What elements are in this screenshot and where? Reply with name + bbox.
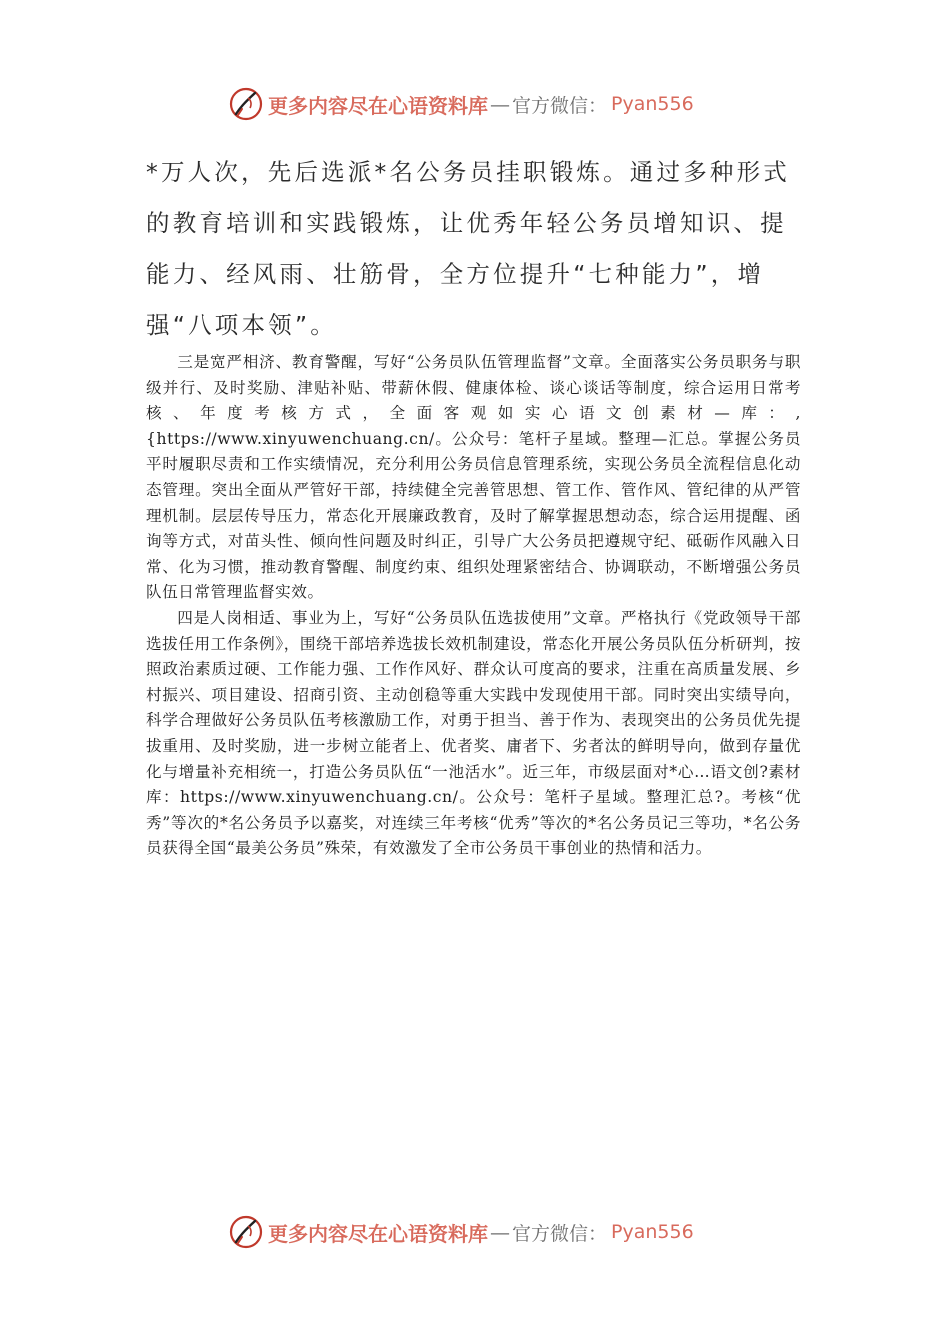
- pen-logo-icon: [228, 1214, 264, 1250]
- continued-paragraph: *万人次，先后选派*名公务员挂职锻炼。通过多种形式的教育培训和实践锻炼，让优秀年轻公务员增知识、提能力、经风雨、壮筋骨，全方位提升“七种能力”，增强“八项本领”。: [146, 158, 790, 339]
- banner-subtitle: 官方微信：: [512, 94, 608, 117]
- footer-banner: [228, 1212, 694, 1252]
- banner-dash: —: [490, 1220, 510, 1244]
- banner-wechat-id: Pyan556: [611, 1221, 694, 1243]
- banner-title: 更多内容尽在心语资料库: [268, 93, 488, 118]
- banner-subtitle: 官方微信：: [512, 1222, 608, 1245]
- banner-title: 更多内容尽在心语资料库: [268, 1221, 488, 1246]
- pen-logo-icon: [228, 86, 264, 122]
- header-banner: [228, 84, 694, 124]
- banner-wechat-id: Pyan556: [611, 93, 694, 115]
- paragraph-three: 三是宽严相济、教育警醒，写好“公务员队伍管理监督”文章。全面落实公务员职务与职级并行、及时奖励、津贴补贴、带薪休假、健康体检、谈心谈话等制度，综合运用日常考核、年度考核方式，全面客观如实心语文创素材—库：,{https://www.xinyuwenchuang.cn/。公众号：笔杆子星域。整理—汇总。掌握公务员平时履职尽责和工作实绩情况，充分利用公务员信息管理系统，实现公务员全流程信息化动态管理。突出全面从严管好干部，持续健全完善管思想、管工作、管作风、管纪律的从严管理机制。层层传导压力，常态化开展廉政教育，及时了解掌握思想动态，综合运用提醒、函询等方式，对苗头性、倾向性问题及时纠正，引导广大公务员把遵规守纪、砥砺作风融入日常、化为习惯，推动教育警醒、制度约束、组织处理紧密结合、协调联动，不断增强公务员队伍日常管理监督实效。: [146, 353, 801, 602]
- banner-dash: —: [490, 92, 510, 116]
- paragraph-four: 四是人岗相适、事业为上，写好“公务员队伍选拔使用”文章。严格执行《党政领导干部选拔任用工作条例》，围绕干部培养选拔长效机制建设，常态化开展公务员队伍分析研判，按照政治素质过硬、工作能力强、工作作风好、群众认可度高的要求，注重在高质量发展、乡村振兴、项目建设、招商引资、主动创稳等重大实践中发现使用干部。同时突出实绩导向，科学合理做好公务员队伍考核激励工作，对勇于担当、善于作为、表现突出的公务员优先提拔重用、及时奖励，进一步树立能者上、优者奖、庸者下、劣者汰的鲜明导向，做到存量优化与增量补充相统一，打造公务员队伍“一池活水”。近三年，市级层面对*心…语文创?素材库：https://www.xinyuwenchuang.cn/。公众号：笔杆子星域。整理汇总?。考核“优秀”等次的*名公务员予以嘉奖，对连续三年考核“优秀”等次的*名公务员记三等功，*名公务员获得全国“最美公务员”殊荣，有效激发了全市公务员干事创业的热情和活力。: [146, 608, 801, 858]
- body-text: [146, 350, 801, 862]
